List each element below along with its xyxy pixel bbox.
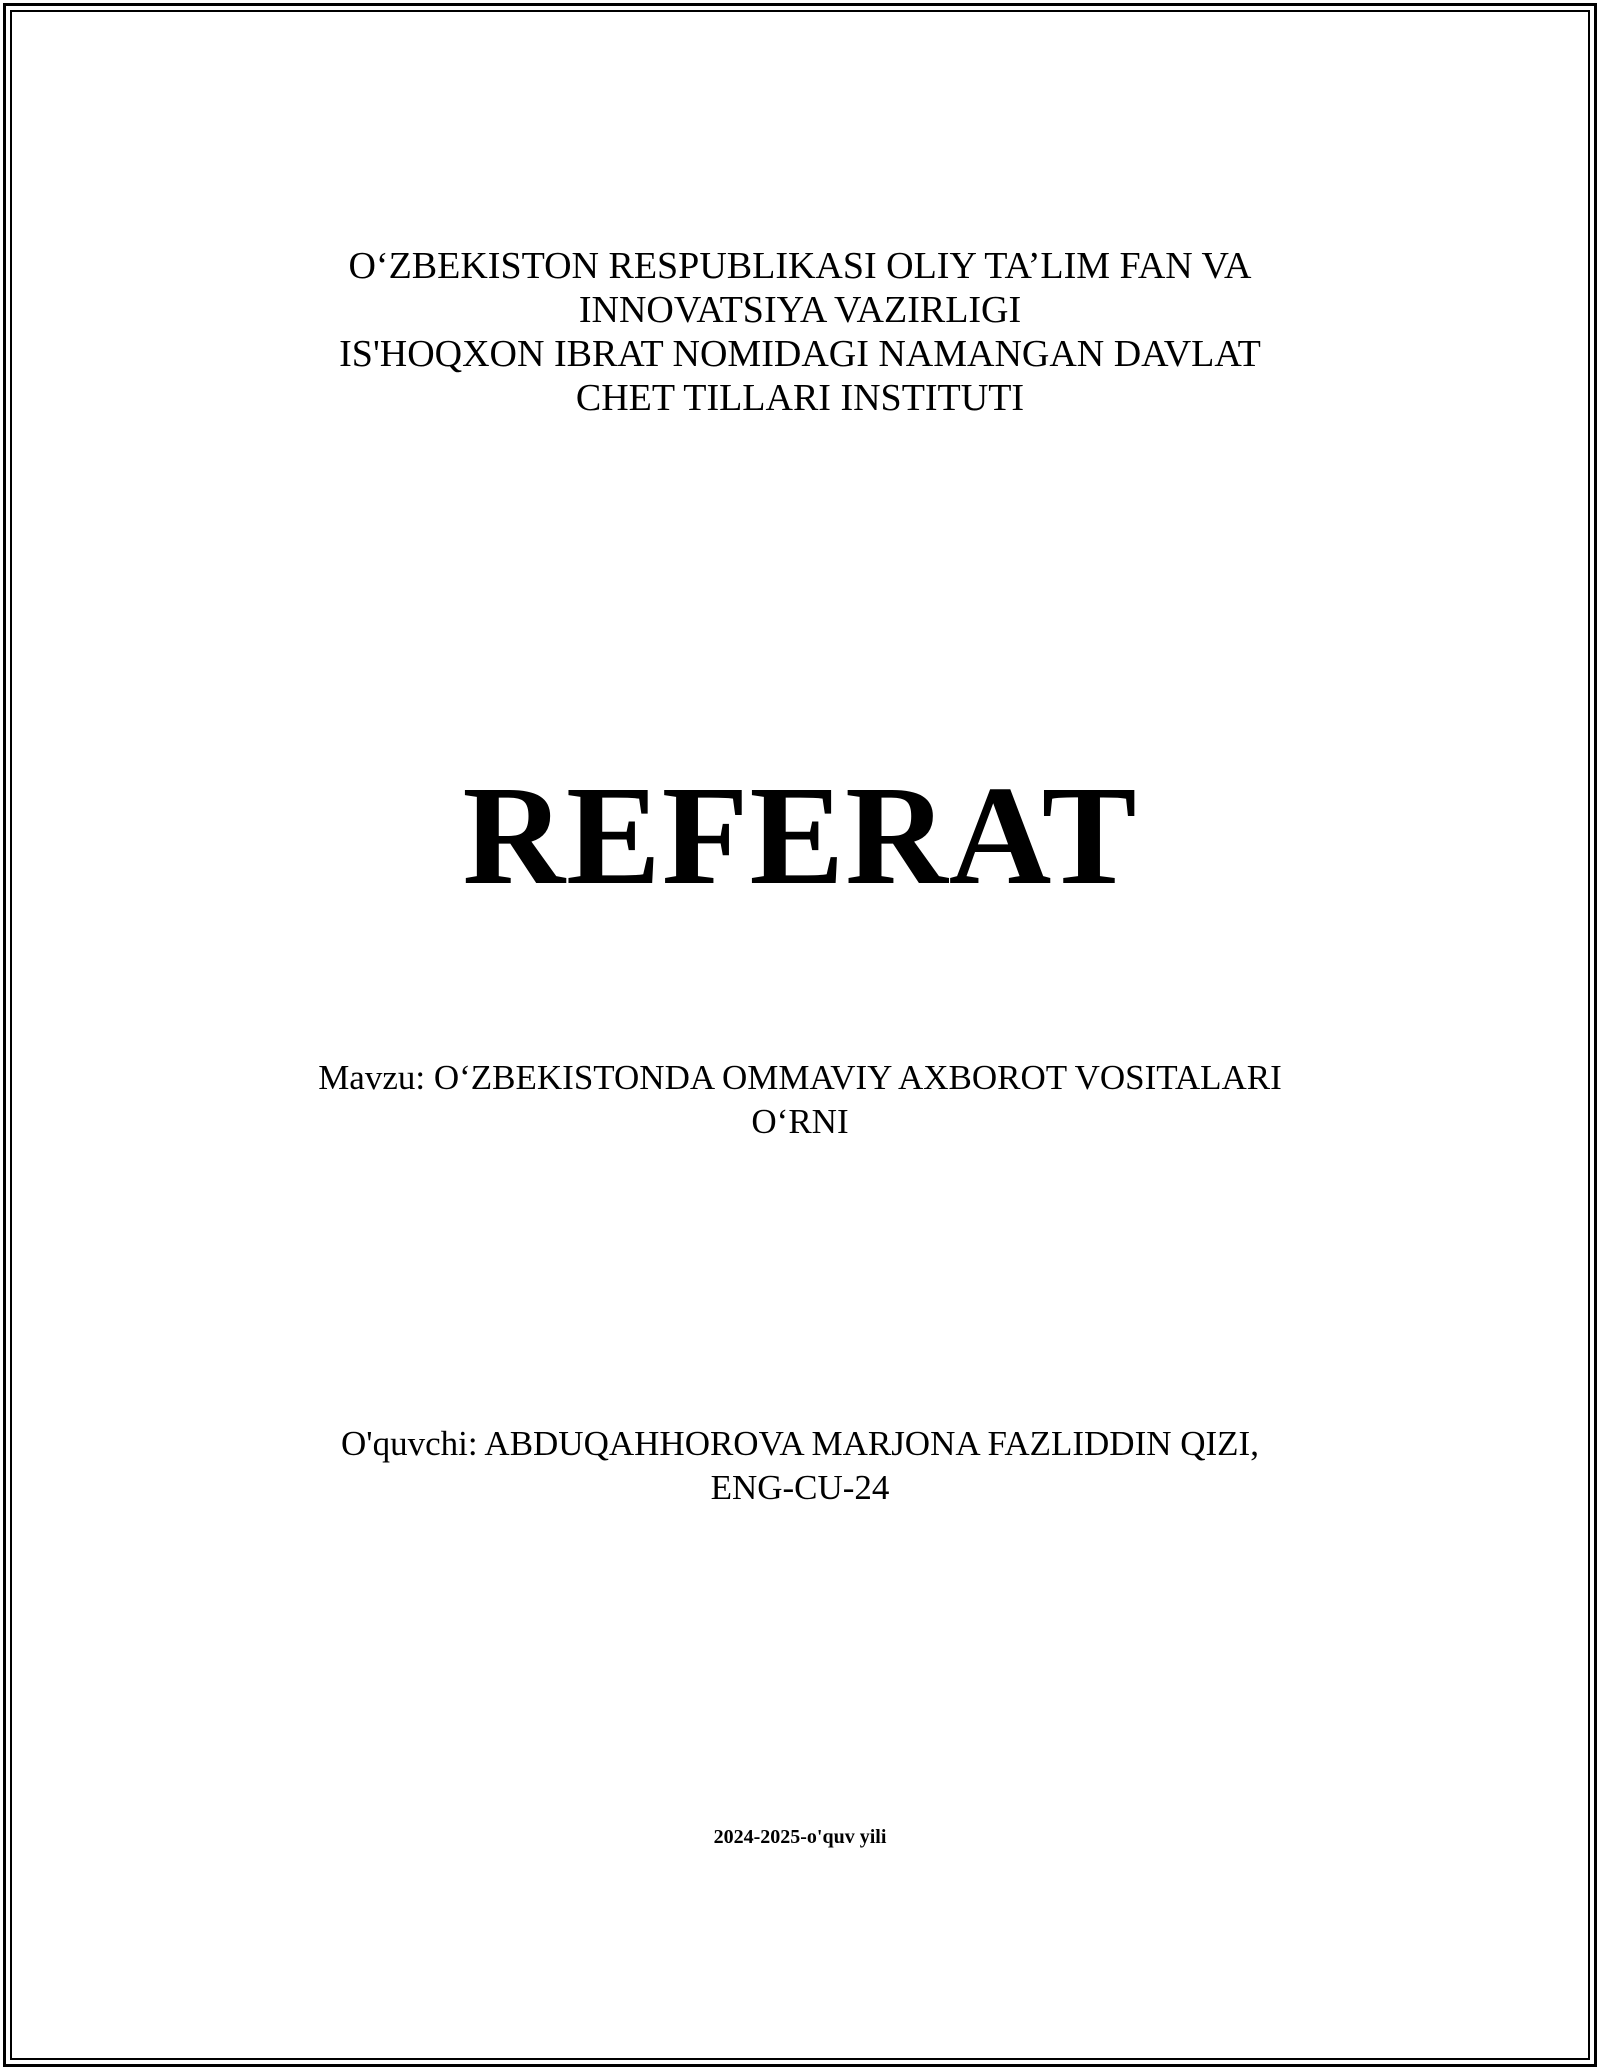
topic-line-1: Mavzu: O‘ZBEKISTONDA OMMAVIY AXBOROT VOSITALARI: [318, 1058, 1282, 1097]
header-line-1: O‘ZBEKISTON RESPUBLIKASI OLIY TA’LIM FAN VA: [348, 245, 1252, 287]
header-line-4: CHET TILLARI INSTITUTI: [575, 377, 1025, 419]
header-line-3: IS'HOQXON IBRAT NOMIDAGI NAMANGAN DAVLAT: [339, 333, 1261, 375]
student-block: [0, 1422, 1600, 1510]
institution-header: [0, 244, 1600, 420]
document-title: REFERAT: [462, 756, 1138, 914]
student-line-1: O'quvchi: ABDUQAHHOROVA MARJONA FAZLIDDIN QIZI,: [341, 1424, 1259, 1463]
header-line-2: INNOVATSIYA VAZIRLIGI: [578, 289, 1022, 331]
topic-line-2: O‘RNI: [751, 1102, 849, 1141]
academic-year: 2024-2025-o'quv yili: [713, 1826, 887, 1848]
topic-block: [0, 1056, 1600, 1144]
student-line-2: ENG-CU-24: [710, 1468, 890, 1507]
